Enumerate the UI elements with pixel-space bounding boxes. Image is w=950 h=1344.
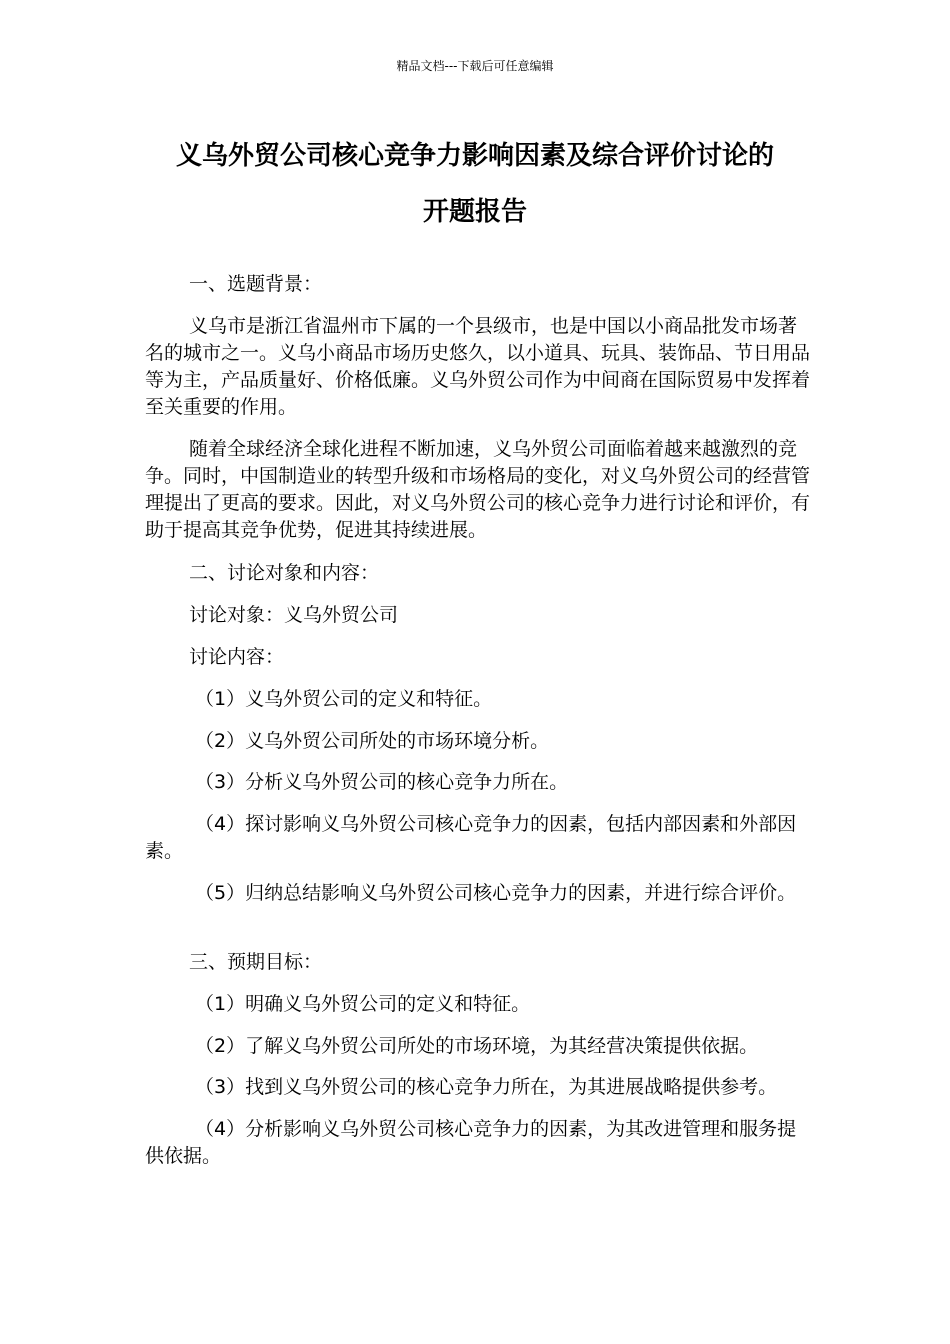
page-header-note: 精品文档---下载后可任意编辑 [396,59,554,73]
background-paragraph-2: 随着全球经济全球化进程不断加速，义乌外贸公司面临着越来越激烈的竞争。同时，中国制造业的转型升级和市场格局的变化，对义乌外贸公司的经营管理提出了更高的要求。因此，对义乌外贸公司的核心竞争力进行讨论和评价，有助于提高其竞争优势，促进其持续进展。 [145,438,811,541]
document-title-line-2: 开题报告 [422,197,527,227]
goal-item: （4）分析影响义乌外贸公司核心竞争力的因素，为其改进管理和服务提供依据。 [145,1118,797,1167]
section-heading-background: 一、选题背景： [189,273,323,295]
content-item: （1）义乌外贸公司的定义和特征。 [195,688,493,710]
content-item: （4）探讨影响义乌外贸公司核心竞争力的因素，包括内部因素和外部因素。 [145,813,797,862]
content-item: （3）分析义乌外贸公司的核心竞争力所在。 [195,771,569,793]
content-item: （5）归纳总结影响义乌外贸公司核心竞争力的因素，并进行综合评价。 [195,882,797,904]
content-item: （2）义乌外贸公司所处的市场环境分析。 [195,730,550,752]
research-content-label: 讨论内容： [189,646,285,668]
section-heading-object: 二、讨论对象和内容： [189,562,380,584]
research-object-line: 讨论对象：义乌外贸公司 [189,604,399,626]
section-heading-goals: 三、预期目标： [189,951,323,973]
goal-item: （1）明确义乌外贸公司的定义和特征。 [195,993,531,1015]
document-title-line-1: 义乌外贸公司核心竞争力影响因素及综合评价讨论的 [175,141,774,171]
goal-item: （2）了解义乌外贸公司所处的市场环境，为其经营决策提供依据。 [195,1035,759,1057]
goal-item: （3）找到义乌外贸公司的核心竞争力所在，为其进展战略提供参考。 [195,1076,778,1098]
background-paragraph-1: 义乌市是浙江省温州市下属的一个县级市，也是中国以小商品批发市场著名的城市之一。义乌小商品市场历史悠久，以小道具、玩具、装饰品、节日用品等为主，产品质量好、价格低廉。义乌外贸公司作为中间商在国际贸易中发挥着至关重要的作用。 [145,315,811,418]
